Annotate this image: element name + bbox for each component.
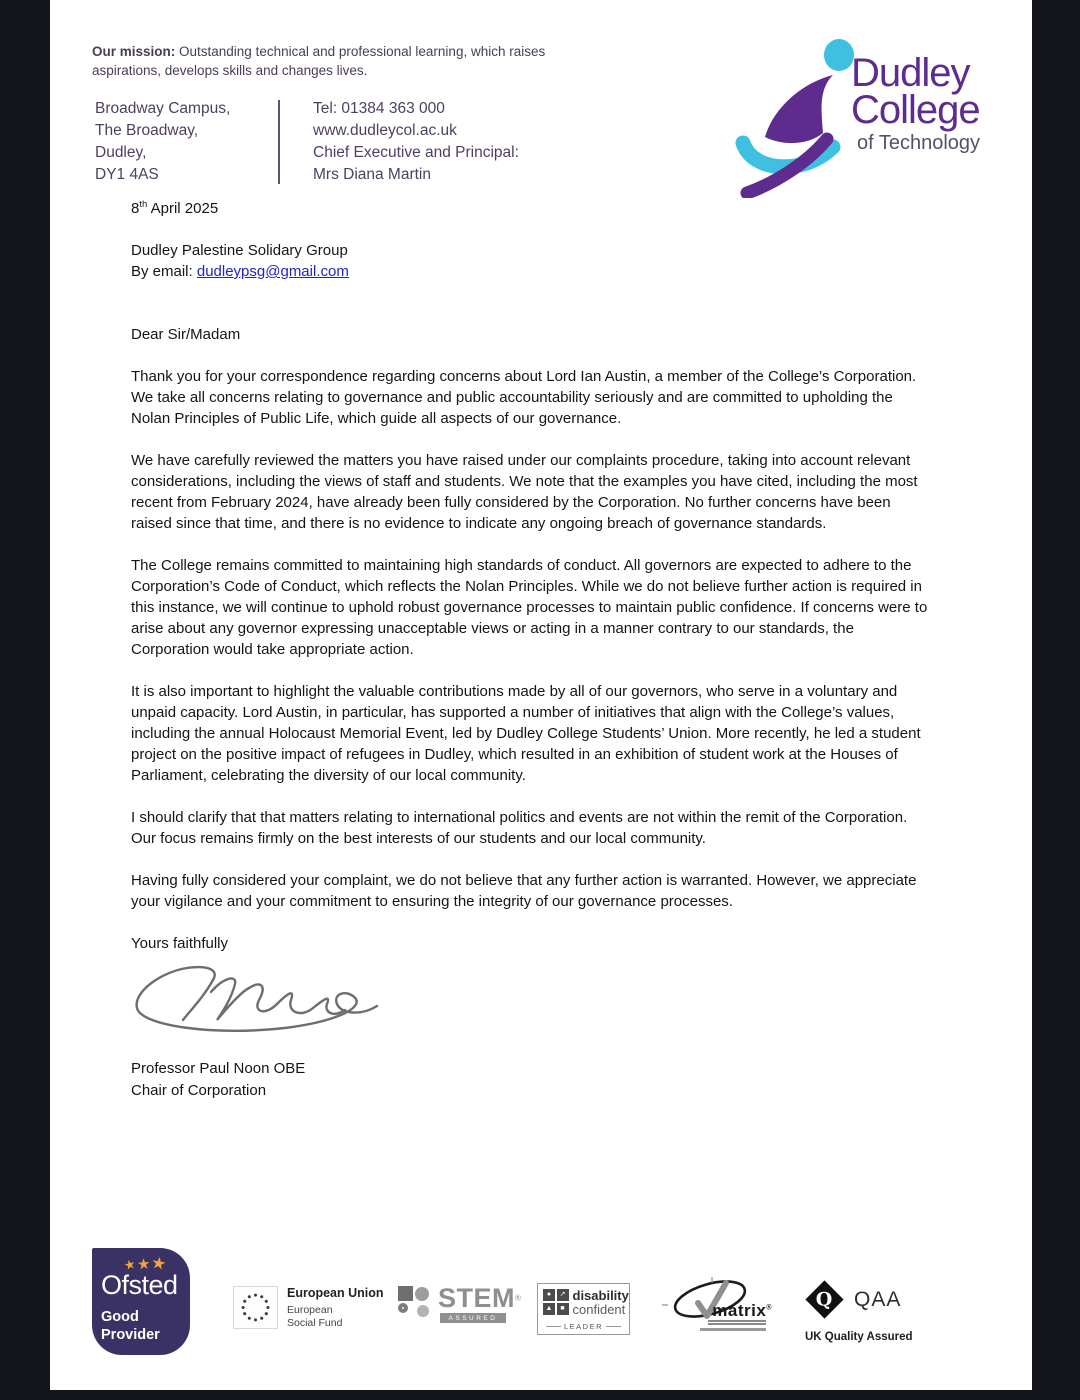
- qaa-subtitle: UK Quality Assured: [805, 1331, 913, 1343]
- address-block: [95, 98, 278, 186]
- recipient-name: Dudley Palestine Solidary Group: [131, 242, 348, 259]
- logo-word-dudley: Dudley: [851, 51, 970, 95]
- signatory-title: Chair of Corporation: [131, 1082, 267, 1099]
- address-line: The Broadway,: [95, 122, 199, 139]
- ofsted-good-provider-badge: [92, 1248, 190, 1355]
- mission-text: Outstanding technical and professional learning, which raises aspirations, develops skills and changes lives.: [92, 44, 546, 78]
- paragraph-6: Having fully considered your complaint, we do not believe that any further action is warranted. However, we appreciate your vigilance and your commitment to ensuring the integrity of our governance processes.: [131, 872, 917, 910]
- leader-label: LEADER: [543, 1322, 624, 1331]
- recipient-block: [131, 240, 931, 282]
- date-rest: April 2025: [147, 200, 219, 217]
- salutation: Dear Sir/Madam: [131, 326, 241, 343]
- signature-scribble-icon: [125, 960, 390, 1042]
- matrix-tagline-bar2: [700, 1328, 766, 1331]
- stem-registered-mark: ®: [515, 1293, 521, 1303]
- people-icon: ●: [543, 1289, 555, 1301]
- paragraph-3: The College remains committed to maintaining high standards of conduct. All governors are expected to adhere to the Corporation’s Code of Conduct, which reflects the Nolan Principles. While we do not believe further action is required in this instance, we will continue to uphold robust governance processes to maintain public confidence. If concerns were to arise about any governor expressing unacceptable views or acting in a manner contrary to our standards, the Corporation would take appropriate action.: [131, 557, 928, 658]
- address-line: DY1 4AS: [95, 166, 159, 183]
- letter-date: [131, 198, 931, 219]
- date-day: 8: [131, 200, 140, 217]
- letter-body: [131, 198, 931, 1102]
- eu-social-fund-logo: [233, 1286, 384, 1330]
- stem-wordmark: STEM: [438, 1283, 516, 1313]
- contact-tel: Tel: 01384 363 000: [313, 100, 445, 117]
- lock-icon: ▲: [543, 1303, 555, 1315]
- contact-website: www.dudleycol.ac.uk: [313, 122, 457, 139]
- address-line: Dudley,: [95, 144, 147, 161]
- logo-word-of-technology: of Technology: [857, 132, 981, 154]
- by-email-label: By email:: [131, 263, 197, 280]
- matrix-registered-mark: ®: [766, 1304, 772, 1312]
- mission-statement: [92, 42, 597, 80]
- signatory-name: Professor Paul Noon OBE: [131, 1060, 306, 1077]
- closing: Yours faithfully: [131, 935, 229, 952]
- eu-sub1: European: [287, 1304, 333, 1316]
- chart-icon: ↗: [557, 1289, 569, 1301]
- matrix-standard-logo: [660, 1275, 780, 1341]
- disability-confident-leader-badge: [537, 1283, 630, 1335]
- date-ordinal: th: [139, 199, 148, 210]
- header-columns: [95, 98, 519, 186]
- paragraph-1: Thank you for your correspondence regarding concerns about Lord Ian Austin, a member of the College’s Corporation. We take all concerns relating to governance and public accountability seriously and are committed to upholding the Nolan Principles of Public Life, which guide all aspects of our governance.: [131, 368, 917, 427]
- eu-title: European Union: [287, 1286, 384, 1300]
- letter-page: [50, 0, 1032, 1390]
- matrix-wordmark: matrix®: [712, 1301, 772, 1320]
- contact-principal-label: Chief Executive and Principal:: [313, 144, 519, 161]
- qaa-diamond-icon: Q: [805, 1280, 843, 1318]
- email-link[interactable]: dudleypsg@gmail.com: [196, 263, 349, 280]
- qaa-logo: [805, 1280, 913, 1343]
- mission-label: Our mission:: [92, 44, 176, 59]
- eu-text: [287, 1286, 384, 1330]
- person-icon: ■: [557, 1303, 569, 1315]
- signature: [125, 960, 931, 1048]
- ofsted-grade: Good Provider: [101, 1309, 160, 1343]
- recipient-email-line: [131, 261, 931, 282]
- paragraph-5: I should clarify that that matters relating to international politics and events are not within the remit of the Corporation. Our focus remains firmly on the best interests of our students and our local community.: [131, 809, 908, 847]
- confident-word: confident: [572, 1302, 626, 1317]
- address-line: Broadway Campus,: [95, 100, 231, 117]
- disability-word: disability: [572, 1288, 629, 1303]
- ofsted-wordmark: Ofsted: [101, 1270, 178, 1300]
- disability-confident-icons: [543, 1289, 569, 1317]
- ofsted-stars-icon: ★★★: [122, 1252, 169, 1275]
- stem-assured-bar: ASSURED: [440, 1313, 506, 1323]
- contact-block: [280, 98, 519, 186]
- qaa-wordmark: QAA: [854, 1287, 902, 1311]
- eu-sub2: Social Fund: [287, 1317, 343, 1329]
- matrix-tagline-bars: [708, 1320, 766, 1325]
- stem-assured-logo: [398, 1285, 521, 1325]
- paragraph-4: It is also important to highlight the valuable contributions made by all of our governors, who serve in a voluntary and unpaid capacity. Lord Austin, in particular, has supported a number of initiatives that align with the College’s values, including the annual Holocaust Memorial Event, led by Dudley College Students’ Union. More recently, he led a student project on the positive impact of refugees in Dudley, which resulted in an exhibition of student work at the Houses of Parliament, celebrating the diversity of our local community.: [131, 683, 921, 784]
- dudley-college-logo: [733, 33, 995, 198]
- dudley-logo-wordmark: [851, 51, 981, 155]
- stem-icon: [398, 1285, 435, 1325]
- paragraph-2: We have carefully reviewed the matters you have raised under our complaints procedure, taking into account relevant considerations, including the views of staff and students. We note that the examples you have cited, including the most recent from February 2024, have already been fully considered by the Corporation. No further concerns have been raised since that time, and there is no evidence to indicate any ongoing breach of governance standards.: [131, 452, 918, 532]
- dudley-logo-swoosh-icon: [733, 33, 858, 198]
- eu-flag-icon: [233, 1286, 278, 1329]
- stem-text: [438, 1285, 521, 1325]
- contact-principal-name: Mrs Diana Martin: [313, 166, 431, 183]
- logo-word-college: College: [851, 88, 980, 132]
